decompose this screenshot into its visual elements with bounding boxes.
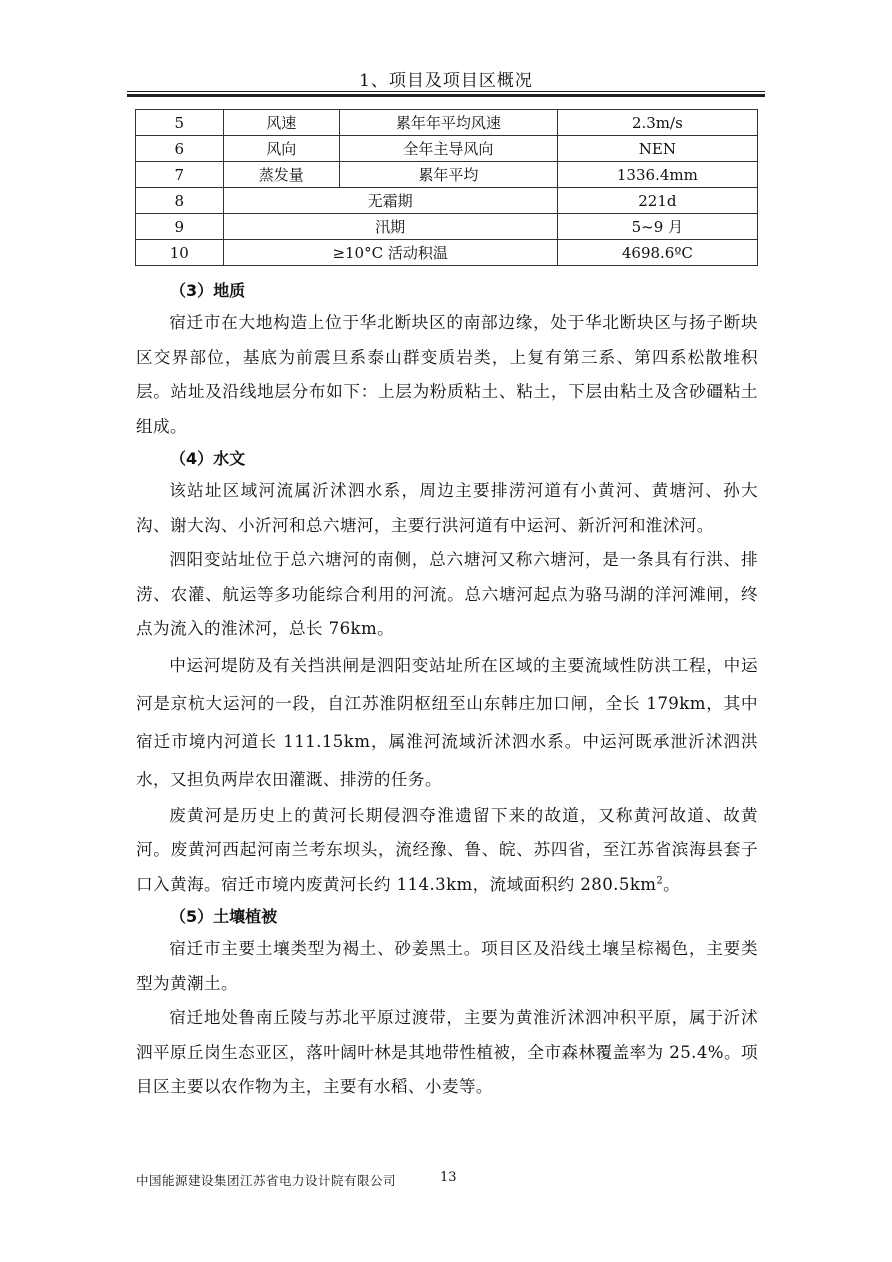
row-number: 8: [136, 188, 224, 214]
row-value: 1336.4mm: [557, 162, 757, 188]
paragraph-hydrology-4-text: 废黄河是历史上的黄河长期侵泗夺淮遗留下来的故道，又称黄河故道、故黄河。废黄河西起河南兰考东坝头，流经豫、鲁、皖、苏四省，至江苏省滨海县套子口入黄海。宿迁市境内废黄河长约 114.3km，流域面积约 280.5km: [136, 805, 758, 894]
row-item: 无霜期: [223, 188, 557, 214]
document-body: [136, 276, 758, 1105]
table-row: [136, 214, 758, 240]
page-header-title: 1、项目及项目区概况: [359, 71, 533, 91]
row-item: 风向: [223, 136, 339, 162]
row-value: NEN: [557, 136, 757, 162]
row-statistic: 全年主导风向: [339, 136, 557, 162]
paragraph-hydrology-1: 该站址区域河流属沂沭泗水系，周边主要排涝河道有小黄河、黄塘河、孙大沟、谢大沟、小沂河和总六塘河，主要行洪河道有中运河、新沂河和淮沭河。: [136, 481, 758, 535]
paragraph-hydrology-4: [136, 799, 758, 903]
row-number: 7: [136, 162, 224, 188]
paragraph-soil-2: 宿迁地处鲁南丘陵与苏北平原过渡带，主要为黄淮沂沭泗冲积平原，属于沂沭泗平原丘岗生态亚区，落叶阔叶林是其地带性植被，全市森林覆盖率为 25.4%。项目区主要以农作物为主，主要有水稻、小麦等。: [136, 1008, 758, 1096]
table-row: [136, 240, 758, 266]
row-value: 221d: [557, 188, 757, 214]
table-row: [136, 188, 758, 214]
footer-company-name: 中国能源建设集团江苏省电力设计院有限公司: [136, 1173, 397, 1188]
section-heading-geology: （3）地质: [170, 281, 246, 300]
table-row: [136, 136, 758, 162]
row-item: 风速: [223, 110, 339, 136]
row-statistic: 累年平均: [339, 162, 557, 188]
climate-table: [135, 109, 758, 266]
row-item: ≥10°C 活动积温: [223, 240, 557, 266]
row-number: 5: [136, 110, 224, 136]
paragraph-soil-1: 宿迁市主要土壤类型为褐土、砂姜黑土。项目区及沿线土壤呈棕褐色，主要类型为黄潮土。: [136, 939, 758, 993]
table-row: [136, 110, 758, 136]
paragraph-hydrology-4-end: 。: [663, 874, 681, 894]
row-item: 蒸发量: [223, 162, 339, 188]
paragraph-hydrology-3: 中运河堤防及有关挡洪闸是泗阳变站址所在区域的主要流域性防洪工程，中运河是京杭大运河的一段，自江苏淮阴枢纽至山东韩庄加口闸，全长 179km，其中宿迁市境内河道长 111.15km，属淮河流域沂沭泗水系。中运河既承泄沂沭泗洪水，又担负两岸农田灌溉、排涝的任务。: [136, 655, 758, 789]
section-heading-soil: （5）土壤植被: [170, 907, 278, 926]
row-number: 10: [136, 240, 224, 266]
paragraph-hydrology-2: 泗阳变站址位于总六塘河的南侧，总六塘河又称六塘河，是一条具有行洪、排涝、农灌、航运等多功能综合利用的河流。总六塘河起点为骆马湖的洋河滩闸，终点为流入的淮沭河，总长 76km。: [136, 550, 758, 638]
section-heading-hydrology: （4）水文: [170, 449, 246, 468]
superscript-2: 2: [656, 874, 664, 886]
table-row: [136, 162, 758, 188]
paragraph-geology: 宿迁市在大地构造上位于华北断块区的南部边缘，处于华北断块区与扬子断块区交界部位，基底为前震旦系泰山群变质岩类，上复有第三系、第四系松散堆积层。站址及沿线地层分布如下：上层为粉质粘土、粘土，下层由粘土及含砂礓粘土组成。: [136, 313, 758, 436]
header-divider-thick: [127, 94, 765, 97]
row-value: 2.3m/s: [557, 110, 757, 136]
row-number: 6: [136, 136, 224, 162]
row-number: 9: [136, 214, 224, 240]
header-divider-thin: [127, 91, 765, 92]
row-value: 4698.6ºC: [557, 240, 757, 266]
row-value: 5~9 月: [557, 214, 757, 240]
row-statistic: 累年年平均风速: [339, 110, 557, 136]
page-number: 13: [440, 1170, 457, 1185]
row-item: 汛期: [223, 214, 557, 240]
